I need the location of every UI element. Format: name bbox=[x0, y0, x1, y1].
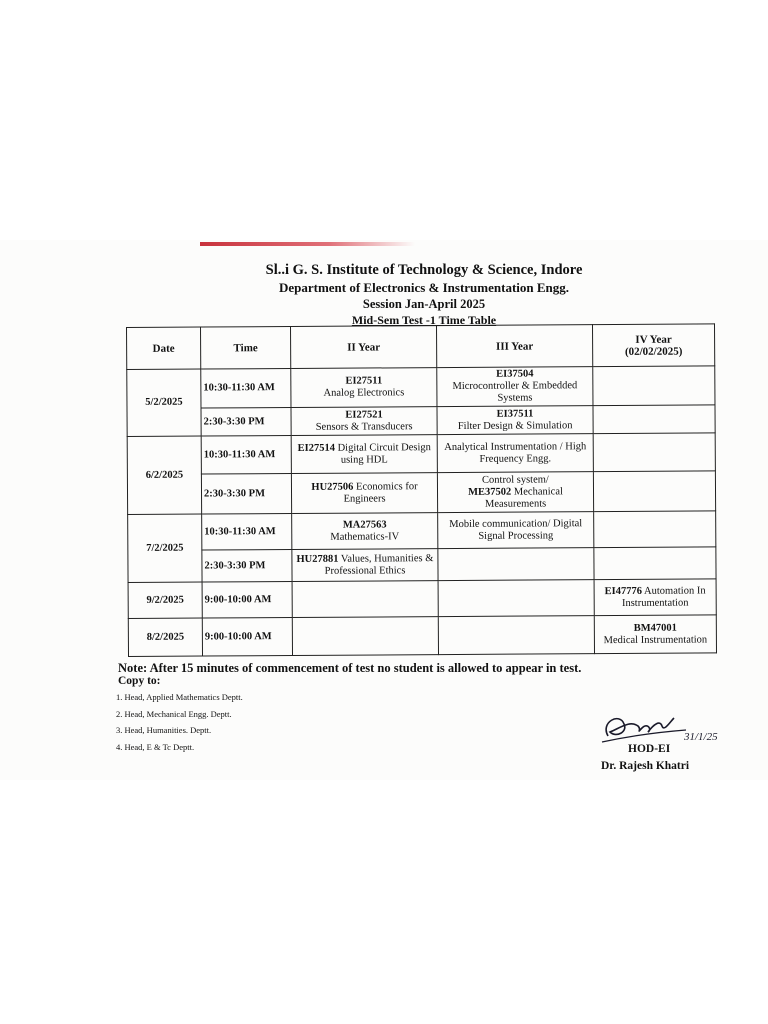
date-cell: 6/2/2025 bbox=[127, 436, 201, 514]
time-cell: 10:30-11:30 AM bbox=[201, 435, 291, 474]
ii-year-cell: HU27881 Values, Humanities & Professional Ethics bbox=[292, 549, 438, 582]
hod-role: HOD-EI bbox=[628, 743, 671, 755]
iii-year-cell: Control system/ ME37502 Mechanical Measurements bbox=[437, 472, 593, 513]
table-row bbox=[128, 615, 716, 657]
header-date: Date bbox=[127, 327, 201, 369]
iii-year-cell bbox=[438, 616, 594, 655]
iv-year-cell bbox=[593, 366, 715, 406]
table-row bbox=[127, 366, 715, 409]
exam-note: Note: After 15 minutes of commencement of test no student is allowed to appear in test. bbox=[118, 661, 582, 675]
iv-year-cell bbox=[594, 547, 716, 580]
session: Session Jan-April 2025 bbox=[362, 297, 486, 311]
time-cell: 2:30-3:30 PM bbox=[201, 407, 291, 436]
iii-year-cell: EI37504 Microcontroller & Embedded Systems bbox=[437, 367, 593, 407]
ii-year-cell: EI27514 Digital Circuit Design using HDL bbox=[291, 435, 437, 474]
copy-to-list bbox=[116, 692, 243, 758]
iii-year-cell: Mobile communication/ Digital Signal Processing bbox=[438, 512, 594, 549]
iv-year-cell bbox=[593, 405, 715, 434]
table-row bbox=[127, 405, 715, 437]
iv-year-cell bbox=[593, 471, 715, 512]
date-cell: 9/2/2025 bbox=[128, 582, 202, 618]
header-time: Time bbox=[201, 326, 291, 369]
iv-year-cell: BM47001 Medical Instrumentation bbox=[594, 615, 716, 654]
list-item: 3. Head, Humanities. Deptt. bbox=[116, 725, 212, 735]
ii-year-cell: HU27506 Economics for Engineers bbox=[291, 473, 437, 514]
header-iv-year: IV Year (02/02/2025) bbox=[592, 324, 714, 367]
timetable bbox=[126, 323, 717, 657]
list-item: 2. Head, Mechanical Engg. Deptt. bbox=[116, 708, 232, 719]
ii-year-cell bbox=[292, 617, 438, 656]
iv-year-cell bbox=[594, 511, 716, 548]
date-cell: 7/2/2025 bbox=[128, 514, 202, 582]
time-cell: 10:30-11:30 AM bbox=[202, 513, 292, 550]
date-cell: 5/2/2025 bbox=[127, 369, 201, 436]
table-row bbox=[128, 547, 716, 583]
iii-year-cell: Analytical Instrumentation / High Frequency Engg. bbox=[437, 434, 593, 473]
hod-name: Dr. Rajesh Khatri bbox=[601, 760, 690, 772]
time-cell: 2:30-3:30 PM bbox=[202, 549, 292, 582]
header-iii-year: III Year bbox=[436, 325, 592, 368]
table-row bbox=[127, 433, 715, 475]
iii-year-cell: EI37511 Filter Design & Simulation bbox=[437, 406, 593, 435]
header-ii-year: II Year bbox=[291, 326, 437, 369]
list-item: 1. Head, Applied Mathematics Deptt. bbox=[116, 692, 243, 702]
iv-year-cell bbox=[593, 433, 715, 472]
time-cell: 2:30-3:30 PM bbox=[201, 473, 291, 514]
iii-year-cell bbox=[438, 580, 594, 617]
signature-date: 31/1/25 bbox=[684, 731, 718, 743]
table-row bbox=[128, 511, 716, 551]
ii-year-cell: EI27521 Sensors & Transducers bbox=[291, 407, 437, 436]
time-cell: 10:30-11:30 AM bbox=[201, 368, 291, 408]
timetable-title: Mid-Sem Test -1 Time Table bbox=[351, 313, 497, 327]
iv-year-cell: EI47776 Automation In Instrumentation bbox=[594, 579, 716, 616]
ii-year-cell: MA27563 Mathematics-IV bbox=[292, 513, 438, 550]
time-cell: 9:00-10:00 AM bbox=[202, 581, 292, 618]
institute-name: Sl..i G. S. Institute of Technology & Science, Indore bbox=[265, 262, 583, 278]
ii-year-cell bbox=[292, 581, 438, 618]
table-row bbox=[127, 471, 715, 515]
copy-to-title: Copy to: bbox=[118, 675, 161, 687]
department-name: Department of Electronics & Instrumentation Engg. bbox=[278, 280, 570, 295]
ii-year-cell: EI27511 Analog Electronics bbox=[291, 368, 437, 408]
list-item: 4. Head, E & Tc Deptt. bbox=[116, 741, 195, 752]
iii-year-cell bbox=[438, 548, 594, 581]
time-cell: 9:00-10:00 AM bbox=[202, 617, 292, 656]
table-row bbox=[128, 579, 716, 619]
date-cell: 8/2/2025 bbox=[128, 618, 202, 656]
table-header-row bbox=[127, 324, 715, 370]
